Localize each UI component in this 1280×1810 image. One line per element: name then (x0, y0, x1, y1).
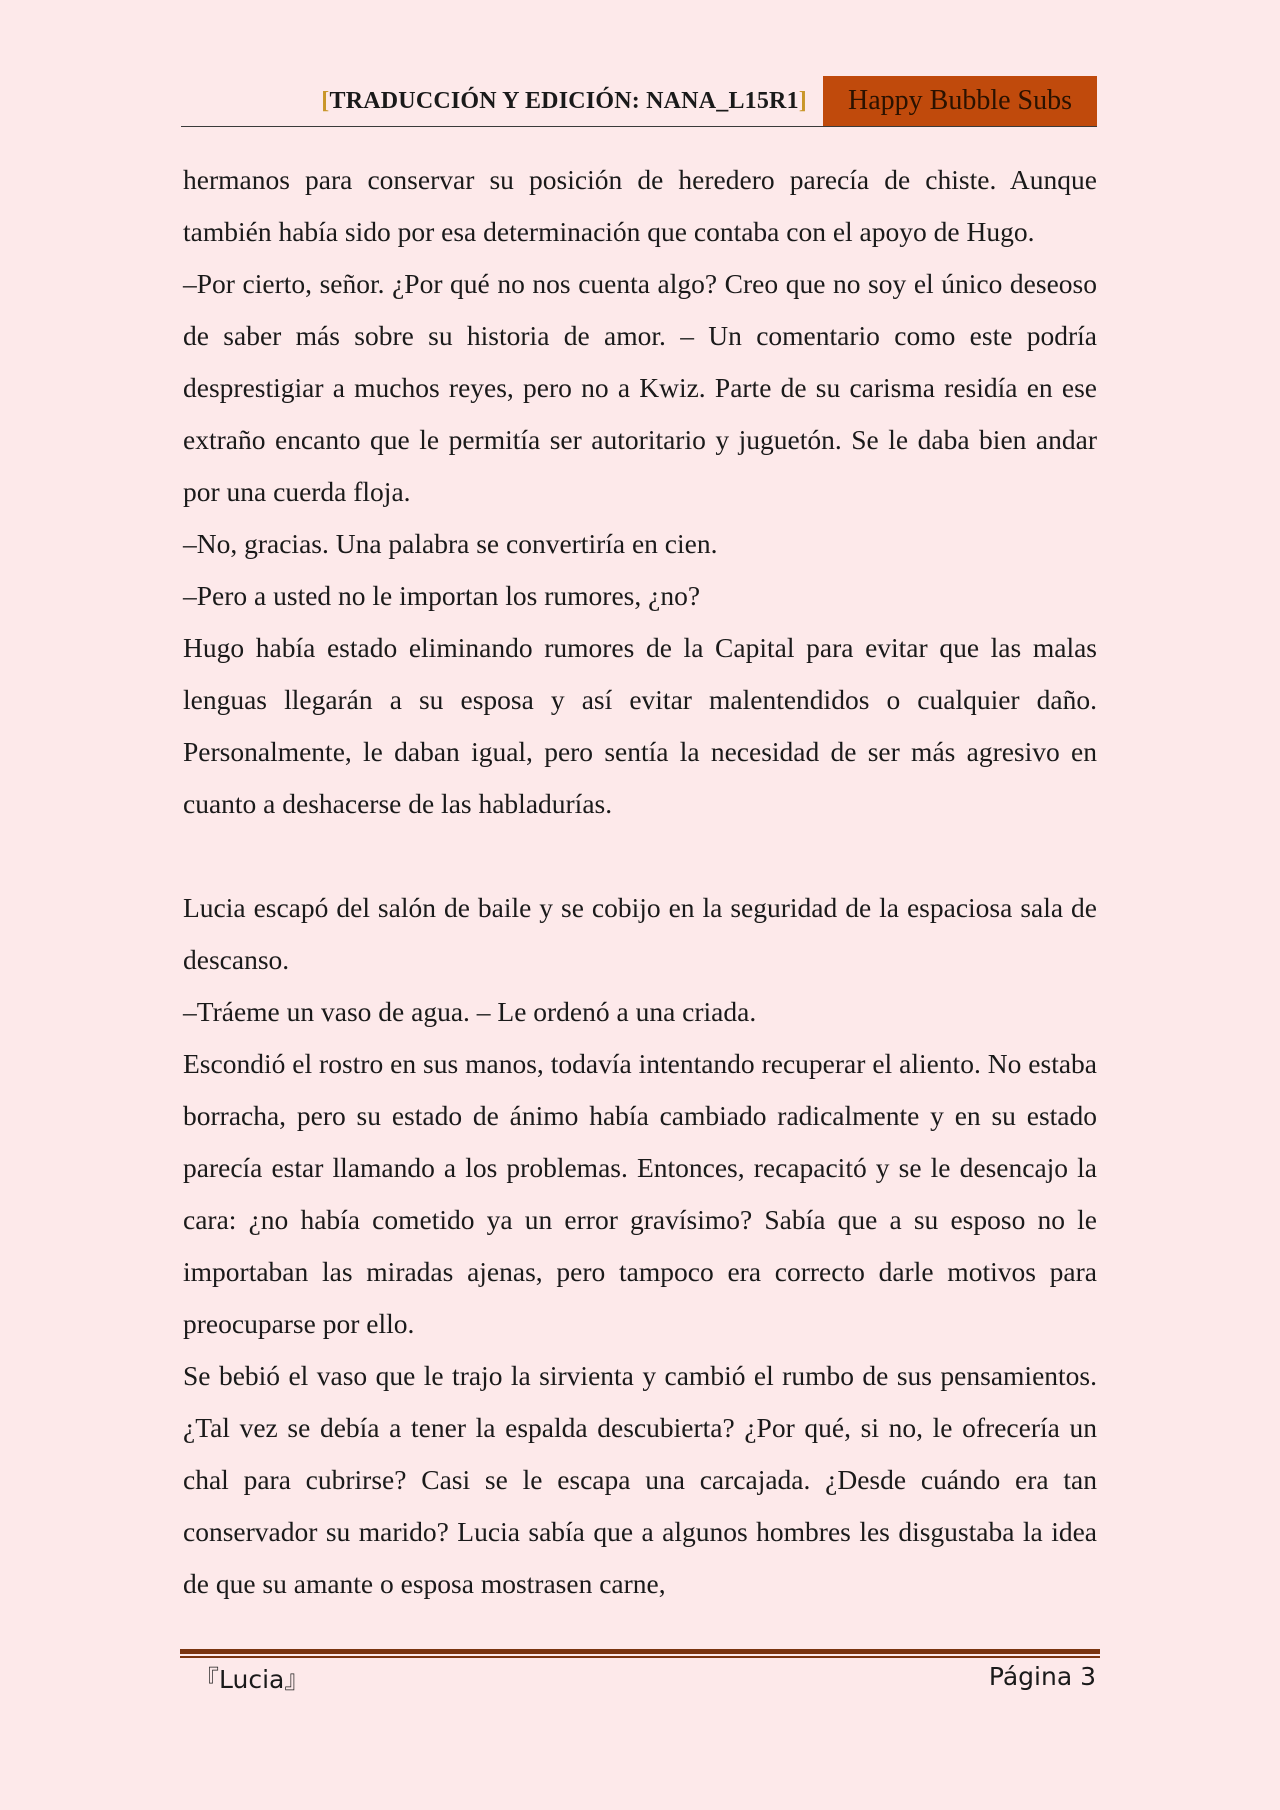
page-header (181, 76, 1097, 127)
section-break (183, 830, 1097, 882)
translation-credit (321, 88, 807, 115)
footer-divider (180, 1649, 1100, 1654)
paragraph: Lucia escapó del salón de baile y se cobijo en la seguridad de la espaciosa sala de descanso. (183, 892, 1097, 975)
paragraph: Hugo había estado eliminando rumores de la Capital para evitar que las malas lenguas llegarán a su esposa y así evitar malentendidos o cualquier daño. Personalmente, le daban igual, pero sentía la necesidad de ser más agresivo en cuanto a deshacerse de las habladurías. (183, 632, 1097, 819)
close-bracket: ] (798, 88, 807, 114)
paragraph: –Por cierto, señor. ¿Por qué no nos cuenta algo? Creo que no soy el único deseoso de saber más sobre su historia de amor. – Un comentario como este podría desprestigiar a muchos reyes, pero no a Kwiz. Parte de su carisma residía en ese extraño encanto que le permitía ser autoritario y juguetón. Se le daba bien andar por una cuerda floja. (183, 268, 1097, 507)
page-number: Página 3 (988, 1662, 1096, 1691)
open-bracket: [ (321, 88, 330, 114)
paragraph: hermanos para conservar su posición de heredero parecía de chiste. Aunque también había sido por esa determinación que contaba con el apoyo de Hugo. (183, 164, 1097, 247)
footer-divider-thin (180, 1656, 1100, 1658)
book-title: 『Lucia』 (194, 1665, 310, 1694)
paragraph: –Tráeme un vaso de agua. – Le ordenó a una criada. (183, 996, 757, 1027)
credit-text: TRADUCCIÓN Y EDICIÓN: NANA_L15R1 (329, 88, 799, 114)
paragraph: –Pero a usted no le importan los rumores, ¿no? (183, 580, 701, 611)
body-text (183, 154, 1097, 1610)
paragraph: Escondió el rostro en sus manos, todavía intentando recuperar el aliento. No estaba borracha, pero su estado de ánimo había cambiado radicalmente y en su estado parecía estar llamando a los problemas. Entonces, recapacitó y se le desencajo la cara: ¿no había cometido ya un error gravísimo? Sabía que a su esposo no le importaban las miradas ajenas, pero tampoco era correcto darle motivos para preocuparse por ello. (183, 1048, 1097, 1339)
paragraph: Se bebió el vaso que le trajo la sirvienta y cambió el rumbo de sus pensamientos. ¿Tal vez se debía a tener la espalda descubierta? ¿Por qué, si no, le ofrecería un chal para cubrirse? Casi se le escapa una carcajada. ¿Desde cuándo era tan conservador su marido? Lucia sabía que a algunos hombres les disgustaba la idea de que su amante o esposa mostrasen carne, (183, 1360, 1097, 1599)
group-name-badge: Happy Bubble Subs (823, 76, 1097, 126)
paragraph: –No, gracias. Una palabra se convertiría en cien. (183, 528, 718, 559)
